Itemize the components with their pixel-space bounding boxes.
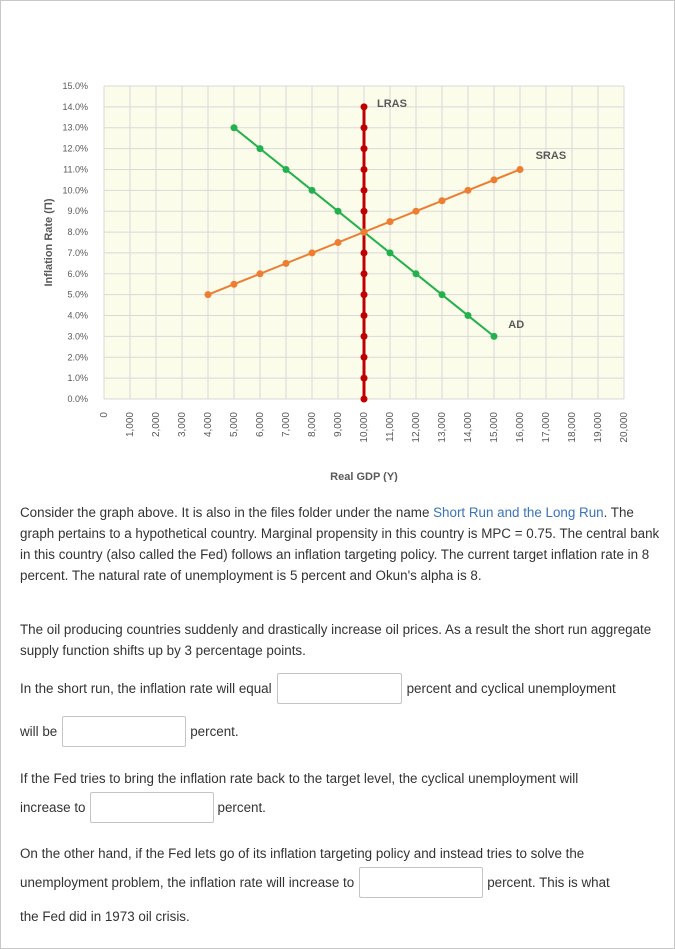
- ad-point: [387, 249, 394, 256]
- sras-point: [309, 249, 316, 256]
- lras-label: LRAS: [377, 97, 407, 110]
- x-tick-label: 2,000: [151, 412, 162, 438]
- question-2-row-2: [20, 792, 266, 823]
- sras-point: [517, 166, 524, 173]
- ad-label: AD: [508, 319, 525, 332]
- x-tick-label: 1,000: [125, 412, 136, 438]
- question-3-row-1: [20, 846, 584, 861]
- sras-point: [283, 260, 290, 267]
- x-tick-label: 4,000: [203, 412, 214, 438]
- x-tick-label: 8,000: [307, 412, 318, 438]
- y-axis-label: Inflation Rate (Π): [43, 198, 55, 287]
- lras-point: [361, 249, 368, 256]
- sras-point: [231, 281, 238, 288]
- question-1-row-1: [20, 673, 616, 704]
- x-axis-label: Real GDP (Y): [330, 471, 398, 482]
- sras-point: [439, 197, 446, 204]
- lras-point: [361, 375, 368, 382]
- y-tick-label: 8.0%: [67, 227, 88, 238]
- question-3-row-3: [20, 909, 190, 924]
- x-tick-label: 12,000: [411, 412, 422, 443]
- context-text-end: . The graph pertains to a hypothetical country. Marginal propensity in this country is MPC = 0.75. The central bank in this country (also called the Fed) follows an inflation targeting policy. The current target inflation rate in 8 percent. The natural rate of unemployment is 5 percent and Okun's alpha is 8.: [20, 505, 660, 583]
- sras-point: [361, 229, 368, 236]
- q3-text-d: the Fed did in 1973 oil crisis.: [20, 909, 190, 924]
- q1-text-a: In the short run, the inflation rate will equal: [20, 681, 272, 696]
- x-tick-label: 7,000: [281, 412, 292, 438]
- q2-text-c: percent.: [217, 800, 266, 815]
- sras-label: SRAS: [535, 150, 567, 163]
- y-tick-label: 4.0%: [67, 310, 88, 321]
- y-tick-label: 6.0%: [67, 268, 88, 279]
- lras-point: [361, 124, 368, 131]
- scenario-text: The oil producing countries suddenly and drastically increase oil prices. As a result the short run aggregate supply function shifts up by 3 percentage points.: [20, 622, 652, 658]
- lras-point: [361, 396, 368, 403]
- lras-point: [361, 312, 368, 319]
- lras-point: [361, 291, 368, 298]
- sras-point: [205, 291, 212, 298]
- ad-point: [231, 124, 238, 131]
- x-tick-label: 6,000: [255, 412, 266, 438]
- x-tick-label: 3,000: [177, 412, 188, 438]
- question-1-row-2: [20, 716, 239, 747]
- sras-point: [465, 187, 472, 194]
- q2-text-a: If the Fed tries to bring the inflation rate back to the target level, the cyclical unemployment will: [20, 771, 579, 786]
- x-tick-label: 9,000: [333, 412, 344, 438]
- x-tick-label: 5,000: [229, 412, 240, 438]
- problem-context: [20, 502, 660, 586]
- x-tick-label: 15,000: [489, 412, 500, 443]
- q1-text-d: percent.: [190, 724, 239, 739]
- y-tick-label: 12.0%: [62, 143, 88, 154]
- file-link[interactable]: Short Run and the Long Run: [433, 505, 604, 520]
- cyclical-unemployment-short-run-input[interactable]: [62, 716, 186, 747]
- y-tick-label: 14.0%: [62, 101, 88, 112]
- x-tick-label: 16,000: [515, 412, 526, 443]
- x-tick-label: 14,000: [463, 412, 474, 443]
- question-2-row-1: [20, 771, 578, 786]
- cyclical-unemployment-targeting-input[interactable]: [90, 792, 214, 823]
- question-3-row-2: [20, 867, 610, 898]
- lras-point: [361, 145, 368, 152]
- q3-text-a: On the other hand, if the Fed lets go of its inflation targeting policy and instead tries to solve the: [20, 846, 585, 861]
- ad-point: [491, 333, 498, 340]
- sras-point: [387, 218, 394, 225]
- lras-point: [361, 354, 368, 361]
- sras-point: [257, 270, 264, 277]
- y-tick-label: 2.0%: [67, 352, 88, 363]
- ad-point: [283, 166, 290, 173]
- x-tick-label: 20,000: [619, 412, 630, 443]
- context-text-start: Consider the graph above. It is also in the files folder under the name: [20, 505, 434, 520]
- y-tick-label: 0.0%: [67, 394, 88, 404]
- y-tick-label: 10.0%: [62, 185, 88, 196]
- inflation-no-targeting-input[interactable]: [359, 867, 483, 898]
- y-tick-label: 15.0%: [62, 81, 88, 91]
- ad-point: [309, 187, 316, 194]
- q1-text-c: will be: [20, 724, 58, 739]
- sras-point: [491, 176, 498, 183]
- inflation-short-run-input[interactable]: [277, 673, 402, 704]
- ad-point: [439, 291, 446, 298]
- y-tick-label: 3.0%: [67, 331, 88, 342]
- x-tick-label: 10,000: [359, 412, 370, 443]
- y-tick-label: 11.0%: [63, 164, 88, 175]
- ad-point: [257, 145, 264, 152]
- lras-point: [361, 187, 368, 194]
- q3-text-c: percent. This is what: [487, 875, 610, 890]
- ad-point: [335, 208, 342, 215]
- y-tick-label: 13.0%: [62, 122, 88, 133]
- lras-point: [361, 166, 368, 173]
- q1-text-b: percent and cyclical unemployment: [406, 681, 616, 696]
- ad-point: [465, 312, 472, 319]
- lras-point: [361, 333, 368, 340]
- lras-point: [361, 103, 368, 110]
- x-tick-label: 18,000: [567, 412, 578, 443]
- y-tick-label: 7.0%: [67, 247, 88, 258]
- y-tick-label: 1.0%: [67, 373, 88, 384]
- lras-point: [361, 270, 368, 277]
- ad-point: [413, 270, 420, 277]
- y-tick-label: 5.0%: [67, 289, 88, 300]
- x-tick-label: 0: [99, 412, 110, 418]
- q3-text-b: unemployment problem, the inflation rate will increase to: [20, 875, 355, 890]
- x-tick-label: 13,000: [437, 412, 448, 443]
- chart: [30, 72, 650, 482]
- x-tick-label: 11,000: [385, 412, 396, 442]
- lras-point: [361, 208, 368, 215]
- y-tick-label: 9.0%: [67, 206, 88, 217]
- q2-text-b: increase to: [20, 800, 86, 815]
- x-tick-label: 19,000: [593, 412, 604, 443]
- x-tick-label: 17,000: [541, 412, 552, 443]
- sras-point: [413, 208, 420, 215]
- sras-point: [335, 239, 342, 246]
